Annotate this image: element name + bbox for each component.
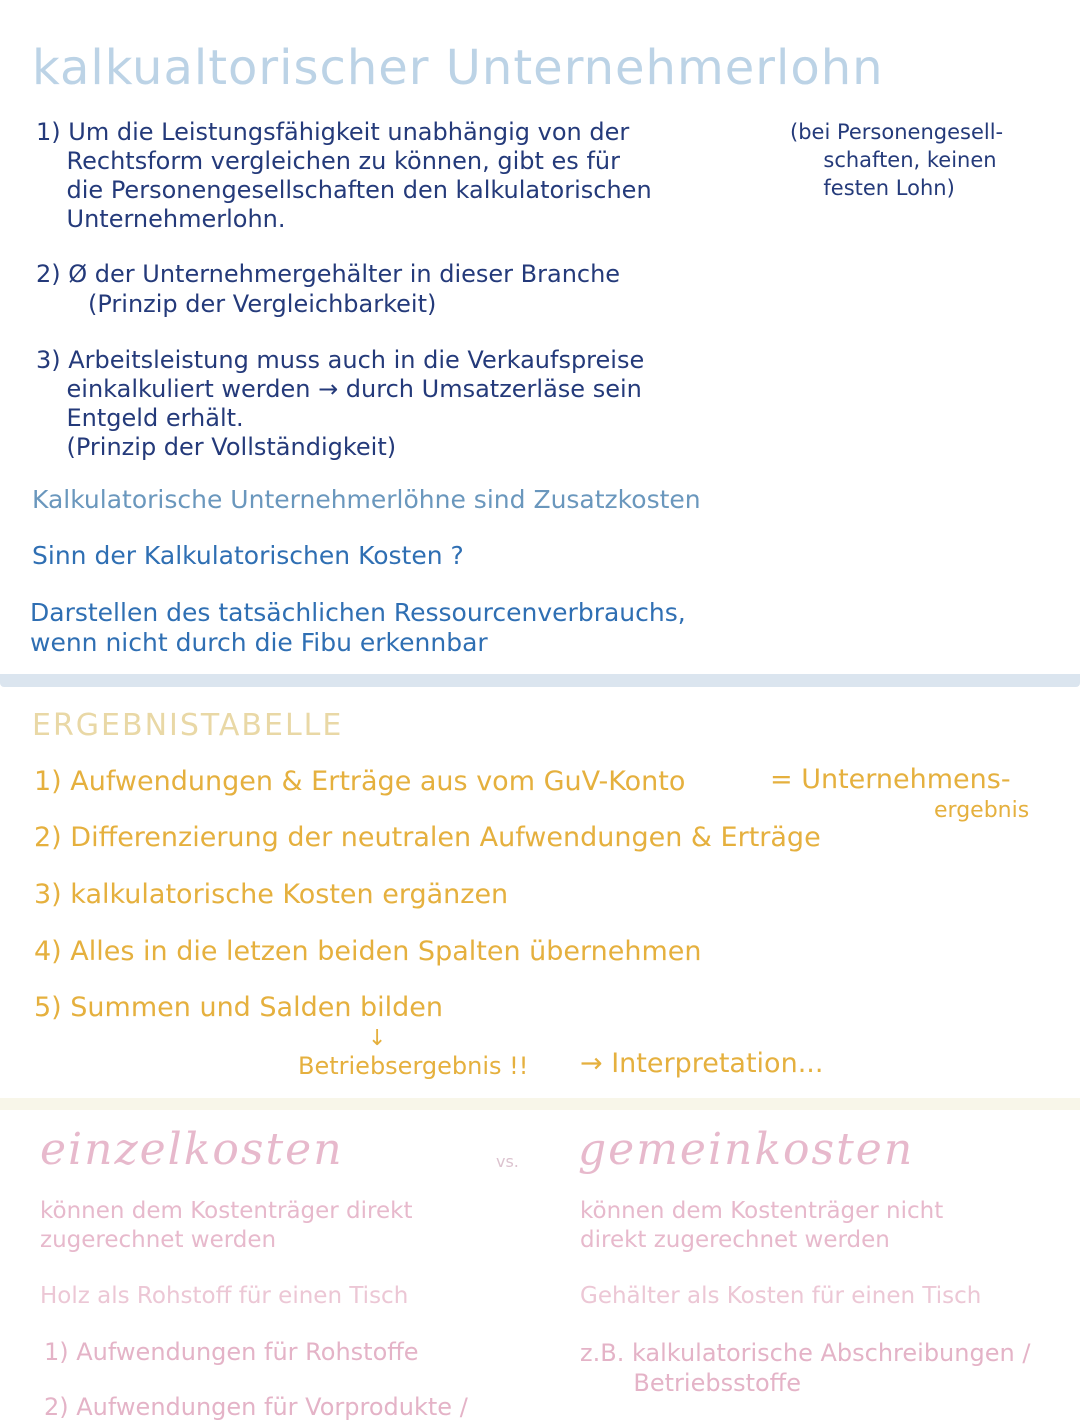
step-3: 3) kalkulatorische Kosten ergänzen: [34, 879, 509, 910]
betriebsergebnis: Betriebsergebnis !!: [298, 1052, 529, 1080]
gemeinkosten-item: z.B. kalkulatorische Abschreibungen / Betriebsstoffe: [580, 1339, 1031, 1397]
page-title: kalkualtorischer Unternehmerlohn: [32, 40, 884, 96]
einzelkosten-item-2: 2) Aufwendungen für Vorprodukte /: [44, 1393, 468, 1421]
result-continued: ergebnis: [934, 798, 1030, 823]
section-divider: [0, 674, 1080, 687]
answer-line-1: Darstellen des tatsächlichen Ressourcenverbrauchs,: [30, 598, 686, 627]
einzelkosten-example: Holz als Rohstoff für einen Tisch: [40, 1283, 409, 1309]
step-1: 1) Aufwendungen & Erträge aus vom GuV-Konto: [34, 766, 686, 797]
step-4: 4) Alles in die letzen beiden Spalten übernehmen: [34, 936, 702, 967]
interpretation: → Interpretation...: [580, 1048, 824, 1079]
arrow-down-icon: ↓: [368, 1026, 387, 1051]
einzelkosten-definition: können dem Kostenträger direkt zugerechnet werden: [40, 1198, 413, 1253]
einzelkosten-item-1: 1) Aufwendungen für Rohstoffe: [44, 1338, 419, 1366]
step-2: 2) Differenzierung der neutralen Aufwendungen & Erträge: [34, 822, 821, 853]
step-5: 5) Summen und Salden bilden: [34, 992, 444, 1023]
gemeinkosten-definition: können dem Kostenträger nicht direkt zugerechnet werden: [580, 1198, 944, 1253]
section-divider-2: [0, 1098, 1080, 1110]
point-1-text: 1) Um die Leistungsfähigkeit unabhängig von der Rechtsform vergleichen zu können, gibt es für die Personengesellschaften den kalkulatorischen Unternehmerlohn.: [36, 118, 652, 233]
gemeinkosten-heading: gemeinkosten: [578, 1124, 915, 1175]
result-equals: = Unternehmens-: [770, 764, 1011, 795]
answer-line-2: wenn nicht durch die Fibu erkennbar: [30, 628, 488, 657]
question-line: Sinn der Kalkulatorischen Kosten ?: [32, 541, 464, 570]
summary-line: Kalkulatorische Unternehmerlöhne sind Zusatzkosten: [32, 485, 701, 514]
gemeinkosten-example: Gehälter als Kosten für einen Tisch: [580, 1283, 982, 1309]
point-2-text: 2) Ø der Unternehmergehälter in dieser Branche: [36, 260, 621, 288]
point-3-text: 3) Arbeitsleistung muss auch in die Verkaufspreise einkalkuliert werden → durch Umsatzerläse sein Entgeld erhält. (Prinzip der Vollständigkeit): [36, 346, 645, 461]
side-note: (bei Personengesell- schaften, keinen festen Lohn): [790, 120, 1004, 200]
ergebnistabelle-heading: ERGEBNISTABELLE: [32, 708, 344, 743]
einzelkosten-heading: einzelkosten: [40, 1124, 344, 1175]
point-2-principle: (Prinzip der Vergleichbarkeit): [88, 290, 437, 318]
versus-label: vs.: [496, 1152, 519, 1171]
